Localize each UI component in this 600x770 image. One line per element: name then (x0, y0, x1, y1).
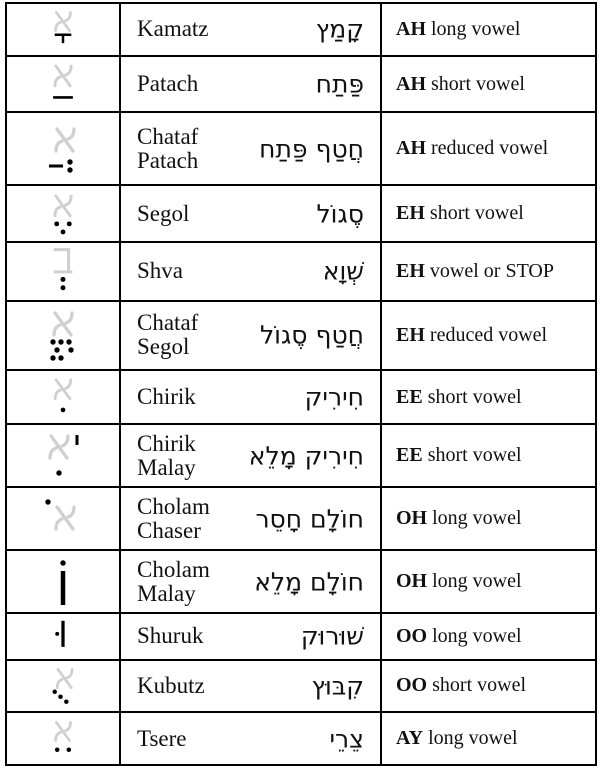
vowel-sound: AH (396, 137, 426, 160)
vowel-hebrew: חוֹלָם חָסֵר (255, 504, 364, 534)
vowel-sound: OO (396, 674, 428, 697)
vowel-sound: AH (396, 17, 426, 40)
vowel-description: long vowel (432, 570, 522, 592)
vowel-name-cell (120, 712, 381, 765)
vowel-name: Cholam Chaser (137, 493, 210, 543)
vowel-name: Chataf Segol (137, 310, 199, 360)
vowel-sound: AY (396, 727, 424, 750)
vowel-description: short vowel (429, 202, 524, 225)
vowel-chart (5, 2, 595, 766)
vowel-table (5, 2, 597, 766)
vowel-description: short vowel (432, 674, 527, 697)
vowel-name: Shuruk (137, 623, 204, 649)
vowel-row (6, 487, 596, 550)
vowel-sound: OH (396, 507, 428, 530)
vowel-description-cell (381, 3, 596, 56)
tsere-vowel-icon (33, 715, 93, 763)
vowel-description: long vowel (428, 727, 518, 750)
vowel-description-cell (381, 550, 596, 613)
vowel-name-cell (120, 550, 381, 613)
chirik-malay-vowel-icon (33, 427, 93, 485)
vowel-hebrew: חִירִיק (304, 382, 364, 412)
vowel-sound: OH (396, 570, 428, 592)
vowel-sound: EE (396, 385, 423, 408)
vowel-row (6, 301, 596, 370)
vowel-row (6, 424, 596, 487)
segol-vowel-icon (33, 188, 93, 240)
vowel-description-cell (381, 112, 596, 185)
vowel-symbol-cell (6, 487, 120, 550)
vowel-name: Tsere (137, 725, 187, 751)
vowel-symbol-cell (6, 424, 120, 487)
vowel-hebrew: צֵרֵי (329, 724, 364, 754)
vowel-name: Kamatz (137, 16, 209, 42)
vowel-description-cell (381, 185, 596, 242)
vowel-row (6, 112, 596, 185)
vowel-row (6, 712, 596, 765)
vowel-sound: EH (396, 202, 425, 225)
kubutz-vowel-icon (33, 662, 93, 710)
vowel-description: reduced vowel (429, 323, 548, 346)
vowel-hebrew: שְׁוָא (322, 256, 364, 286)
vowel-description-cell (381, 370, 596, 425)
vowel-name-cell (120, 301, 381, 370)
vowel-row (6, 613, 596, 660)
vowel-symbol-cell (6, 242, 120, 301)
vowel-name-cell (120, 424, 381, 487)
vowel-row (6, 242, 596, 301)
cholam-malay-vowel-icon (33, 553, 93, 611)
vowel-hebrew: חוֹלָם מָלֵא (254, 567, 364, 596)
vowel-name: Patach (137, 71, 199, 97)
vowel-hebrew: חֲטַף סֶגוֹל (259, 320, 364, 350)
vowel-description-cell (381, 487, 596, 550)
vowel-description-cell (381, 712, 596, 765)
vowel-symbol-cell (6, 613, 120, 660)
vowel-name: Kubutz (137, 672, 205, 698)
vowel-symbol-cell (6, 56, 120, 113)
vowel-name: Chirik Malay (137, 430, 196, 480)
vowel-hebrew: חִירִיק מָלֵא (248, 441, 364, 471)
vowel-row (6, 550, 596, 613)
vowel-name-cell (120, 242, 381, 301)
vowel-row (6, 56, 596, 113)
vowel-row (6, 3, 596, 56)
vowel-description: reduced vowel (431, 137, 549, 160)
kamatz-vowel-icon (33, 5, 93, 53)
chataf-segol-vowel-icon (33, 306, 93, 364)
vowel-description-cell (381, 242, 596, 301)
vowel-symbol-cell (6, 3, 120, 56)
shuruk-vowel-icon (33, 615, 93, 657)
vowel-sound: AH (396, 72, 426, 95)
vowel-description-cell (381, 660, 596, 713)
vowel-description: long vowel (432, 624, 522, 647)
vowel-symbol-cell (6, 660, 120, 713)
vowel-name-cell (120, 660, 381, 713)
vowel-description-cell (381, 424, 596, 487)
vowel-name-cell (120, 185, 381, 242)
vowel-description: long vowel (431, 17, 521, 40)
vowel-row (6, 660, 596, 713)
chirik-vowel-icon (33, 372, 93, 422)
vowel-hebrew: קָמַץ (315, 14, 364, 44)
vowel-description-cell (381, 301, 596, 370)
vowel-sound: EH (396, 323, 425, 346)
vowel-hebrew: קִבּוּץ (311, 671, 364, 701)
vowel-hebrew: פַּתַח (315, 69, 364, 99)
vowel-name-cell (120, 487, 381, 550)
vowel-name: Segol (137, 200, 190, 226)
vowel-symbol-cell (6, 301, 120, 370)
vowel-row (6, 370, 596, 425)
vowel-symbol-cell (6, 550, 120, 613)
vowel-hebrew: שׁוּרוּק (300, 621, 364, 651)
vowel-name: Chirik (137, 384, 196, 410)
cholam-chaser-vowel-icon (33, 490, 93, 548)
vowel-symbol-cell (6, 185, 120, 242)
patach-vowel-icon (33, 58, 93, 110)
vowel-name-cell (120, 370, 381, 425)
vowel-description: short vowel (427, 444, 522, 467)
vowel-description: long vowel (432, 507, 522, 530)
vowel-sound: OO (396, 624, 428, 647)
vowel-symbol-cell (6, 370, 120, 425)
vowel-description: short vowel (427, 385, 522, 408)
vowel-hebrew: סֶגוֹל (316, 199, 364, 229)
vowel-description-cell (381, 56, 596, 113)
vowel-description: short vowel (431, 72, 525, 95)
vowel-name: Cholam Malay (137, 556, 210, 606)
vowel-name: Chataf Patach (137, 123, 199, 173)
vowel-name-cell (120, 112, 381, 185)
vowel-row (6, 185, 596, 242)
vowel-description: vowel or STOP (429, 259, 554, 282)
vowel-name-cell (120, 56, 381, 113)
vowel-name-cell (120, 3, 381, 56)
chataf-patach-vowel-icon (33, 120, 93, 178)
vowel-sound: EE (396, 444, 423, 467)
vowel-symbol-cell (6, 112, 120, 185)
vowel-name: Shva (137, 258, 183, 284)
vowel-name-cell (120, 613, 381, 660)
vowel-sound: EH (396, 259, 425, 282)
vowel-description-cell (381, 613, 596, 660)
vowel-hebrew: חֲטַף פַּתַח (259, 134, 364, 164)
shva-vowel-icon (33, 244, 93, 298)
vowel-symbol-cell (6, 712, 120, 765)
